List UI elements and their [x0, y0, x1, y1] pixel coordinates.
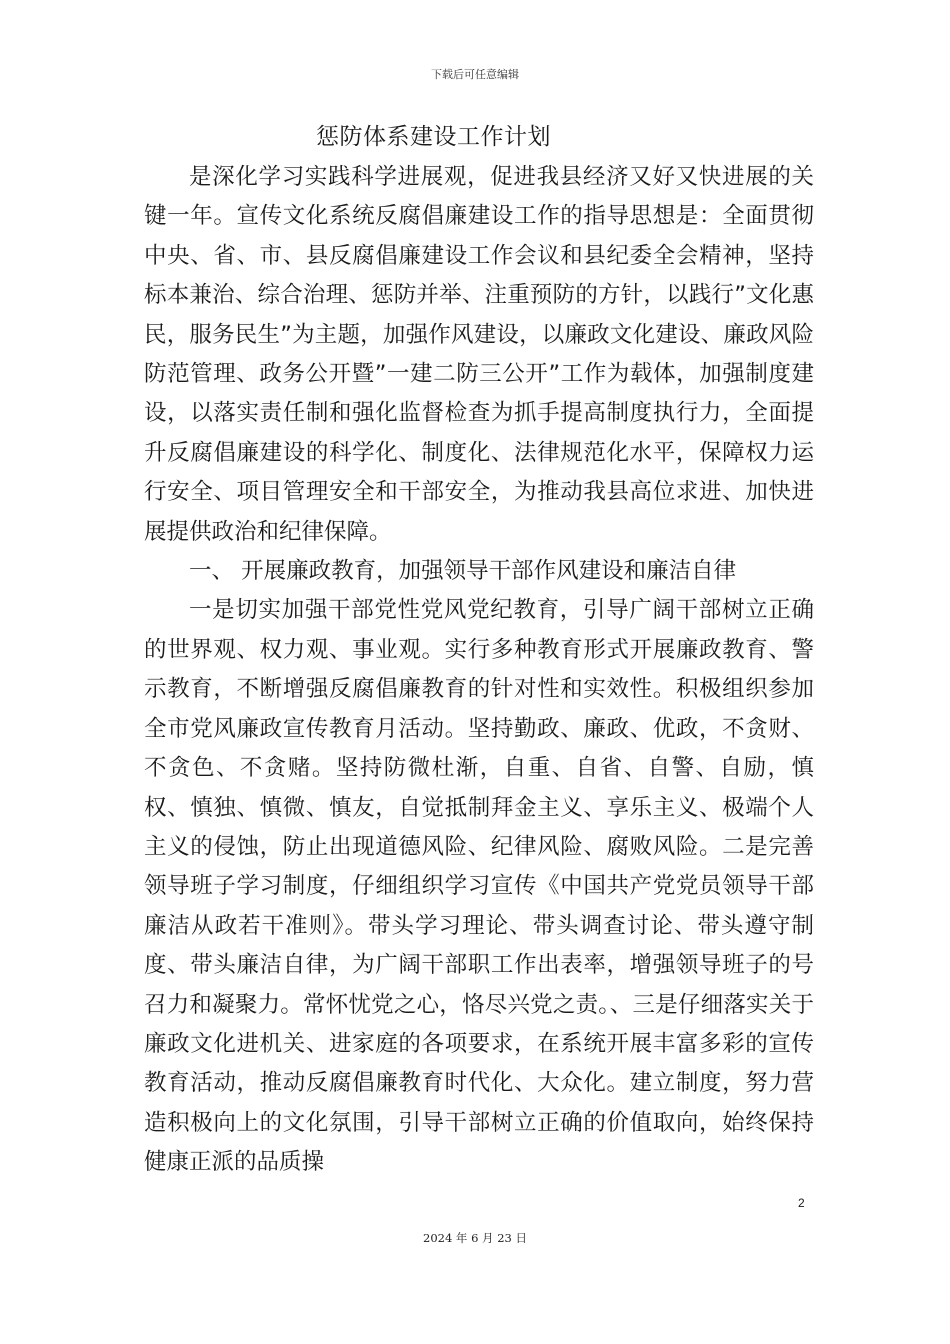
paragraph-intro: 是深化学习实践科学进展观，促进我县经济又好又快进展的关键一年。宣传文化系统反腐倡廉建设工作的指导思想是：全面贯彻中央、省、市、县反腐倡廉建设工作会议和县纪委全会精神，坚持标本兼治、综合治理、惩防并举、注重预防的方针，以践行”文化惠民，服务民生”为主题，加强作风建设，以廉政文化建设、廉政风险防范管理、政务公开暨”一建二防三公开”工作为载体，加强制度建设，以落实责任制和强化监督检查为抓手提高制度执行力，全面提升反腐倡廉建设的科学化、制度化、法律规范化水平，保障权力运行安全、项目管理安全和干部安全，为推动我县高位求进、加快进展提供政治和纪律保障。	[144, 164, 814, 545]
footer-date: 2024 年 6 月 23 日	[423, 1231, 527, 1245]
document-title: 惩防体系建设工作计划	[316, 124, 551, 150]
paragraph-section-1: 一是切实加强干部党性党风党纪教育，引导广阔干部树立正确的世界观、权力观、事业观。实行多种教育形式开展廉政教育、警示教育，不断增强反腐倡廉教育的针对性和实效性。积极组织参加全市党风廉政宣传教育月活动。坚持勤政、廉政、优政，不贪财、不贪色、不贪赌。坚持防微杜渐，自重、自省、自警、自励，慎权、慎独、慎微、慎友，自觉抵制拜金主义、享乐主义、极端个人主义的侵蚀，防止出现道德风险、纪律风险、腐败风险。二是完善领导班子学习制度，仔细组织学习宣传《中国共产党党员领导干部廉洁从政若干准则》。带头学习理论、带头调查讨论、带头遵守制度、带头廉洁自律，为广阔干部职工作出表率，增强领导班子的号召力和凝聚力。常怀忧党之心，恪尽兴党之责。、三是仔细落实关于廉政文化进机关、进家庭的各项要求，在系统开展丰富多彩的宣传教育活动，推动反腐倡廉教育时代化、大众化。建立制度，努力营造积极向上的文化氛围，引导干部树立正确的价值取向，始终保持健康正派的品质操	[144, 597, 814, 1176]
section-heading-1: 一、 开展廉政教育，加强领导干部作风建设和廉洁自律	[189, 558, 737, 585]
page-header-note: 下载后可任意编辑	[431, 68, 519, 81]
document-body	[144, 158, 814, 1183]
page-number: 2	[798, 1196, 805, 1210]
